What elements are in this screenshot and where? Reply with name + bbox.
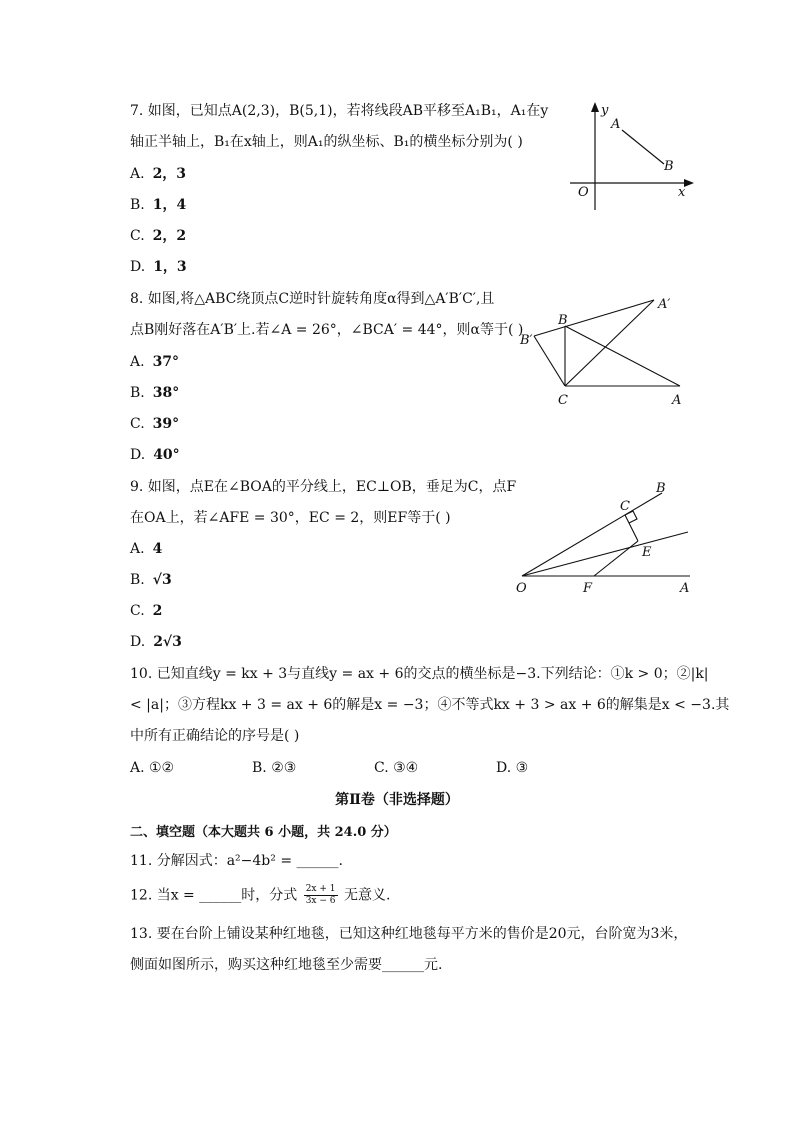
- label-b: B: [656, 481, 666, 496]
- q10-option-c[interactable]: C. ③④: [374, 760, 419, 776]
- ray-ob: [522, 493, 662, 576]
- label-c: C: [558, 393, 568, 408]
- q12-post: 无意义.: [343, 887, 391, 904]
- q10-line2: < |a|；③方程kx + 3 = ax + 6的解是x = −3；④不等式kx + 3 > ax + 6的解集是x < −3.其: [130, 697, 730, 713]
- q13-line2: 侧面如图所示，购买这种红地毯至少需要______元.: [130, 957, 443, 973]
- q12-denominator: 3x − 6: [305, 896, 336, 906]
- q8-option-c[interactable]: C. 39°: [130, 416, 180, 432]
- segment-fe: [594, 541, 638, 576]
- q7-option-d[interactable]: D. 1，3: [130, 259, 187, 275]
- label-x: x: [678, 185, 686, 200]
- label-o: O: [516, 581, 527, 596]
- x-arrow-icon: [684, 179, 694, 187]
- q7-line2: 轴正半轴上，B₁在x轴上，则A₁的纵坐标、B₁的横坐标分别为( ): [130, 134, 523, 150]
- label-o: O: [578, 185, 589, 200]
- segment-ab: [622, 130, 664, 164]
- q7-line1: 7. 如图，已知点A(2,3)，B(5,1)，若将线段AB平移至A₁B₁，A₁在y: [130, 103, 549, 119]
- q8-option-b[interactable]: B. 38°: [130, 385, 180, 401]
- label-b-prime: B′: [520, 333, 533, 348]
- q9-option-d[interactable]: D. 2√3: [130, 634, 182, 650]
- label-a-prime: A′: [658, 297, 671, 312]
- q10-options: [130, 758, 618, 778]
- label-e: E: [642, 545, 652, 560]
- label-a: A: [672, 393, 682, 408]
- label-a: A: [680, 581, 690, 596]
- q11: 11. 分解因式：a²−4b² = ______.: [130, 853, 343, 869]
- q7-option-b[interactable]: B. 1，4: [130, 197, 187, 213]
- label-a: A: [611, 117, 621, 132]
- label-b: B: [558, 313, 568, 328]
- q12-fraction: [304, 884, 338, 907]
- q8-option-a[interactable]: A. 37°: [130, 354, 180, 370]
- q10-option-b[interactable]: B. ②③: [252, 760, 297, 776]
- q8-line1: 8. 如图,将△ABC绕顶点C逆时针旋转角度α得到△A′B′C′,且: [130, 291, 495, 307]
- part2-title: 第Ⅱ卷（非选择题）: [335, 792, 459, 808]
- bisector: [522, 532, 688, 576]
- q9-option-a[interactable]: A. 4: [130, 541, 163, 557]
- q7-figure: [560, 100, 700, 215]
- q12-numerator: 2x + 1: [305, 884, 336, 894]
- section-fill-in: 二、填空题（本大题共 6 小题，共 24.0 分）: [130, 825, 397, 840]
- q9-line2: 在OA上，若∠AFE = 30°，EC = 2，则EF等于( ): [130, 510, 451, 526]
- q10-option-a[interactable]: A. ①②: [130, 760, 175, 776]
- q9-option-b[interactable]: B. √3: [130, 572, 172, 588]
- q13-line1: 13. 要在台阶上铺设某种红地毯，已知这种红地毯每平方米的售价是20元，台阶宽为3米，: [130, 926, 688, 942]
- label-b: B: [664, 159, 674, 174]
- q10-line1: 10. 已知直线y = kx + 3与直线y = ax + 6的交点的横坐标是−3.下列结论：①k > 0；②|k|: [130, 666, 709, 682]
- q8-option-d[interactable]: D. 40°: [130, 447, 180, 463]
- q7-option-c[interactable]: C. 2，2: [130, 228, 187, 244]
- q9-option-c[interactable]: C. 2: [130, 603, 163, 619]
- q8-figure: [510, 288, 700, 413]
- q12-pre: 12. 当x = ______时，分式: [130, 887, 298, 904]
- segment-b-a: [565, 326, 680, 386]
- q8-line2: 点B刚好落在A′B′上.若∠A = 26°，∠BCA′ = 44°，则α等于( ): [130, 322, 524, 338]
- label-f: F: [583, 581, 593, 596]
- q10-option-d[interactable]: D. ③: [496, 760, 529, 776]
- label-y: y: [601, 103, 609, 118]
- q7-option-a[interactable]: A. 2，3: [130, 166, 187, 182]
- q9-figure: [510, 478, 700, 600]
- q9-line1: 9. 如图，点E在∠BOA的平分线上，EC⊥OB，垂足为C，点F: [130, 479, 517, 495]
- segment-b1-c: [534, 336, 565, 386]
- y-arrow-icon: [591, 102, 599, 112]
- q10-line3: 中所有正确结论的序号是( ): [130, 728, 300, 744]
- label-c: C: [620, 499, 630, 514]
- q12: [130, 884, 390, 907]
